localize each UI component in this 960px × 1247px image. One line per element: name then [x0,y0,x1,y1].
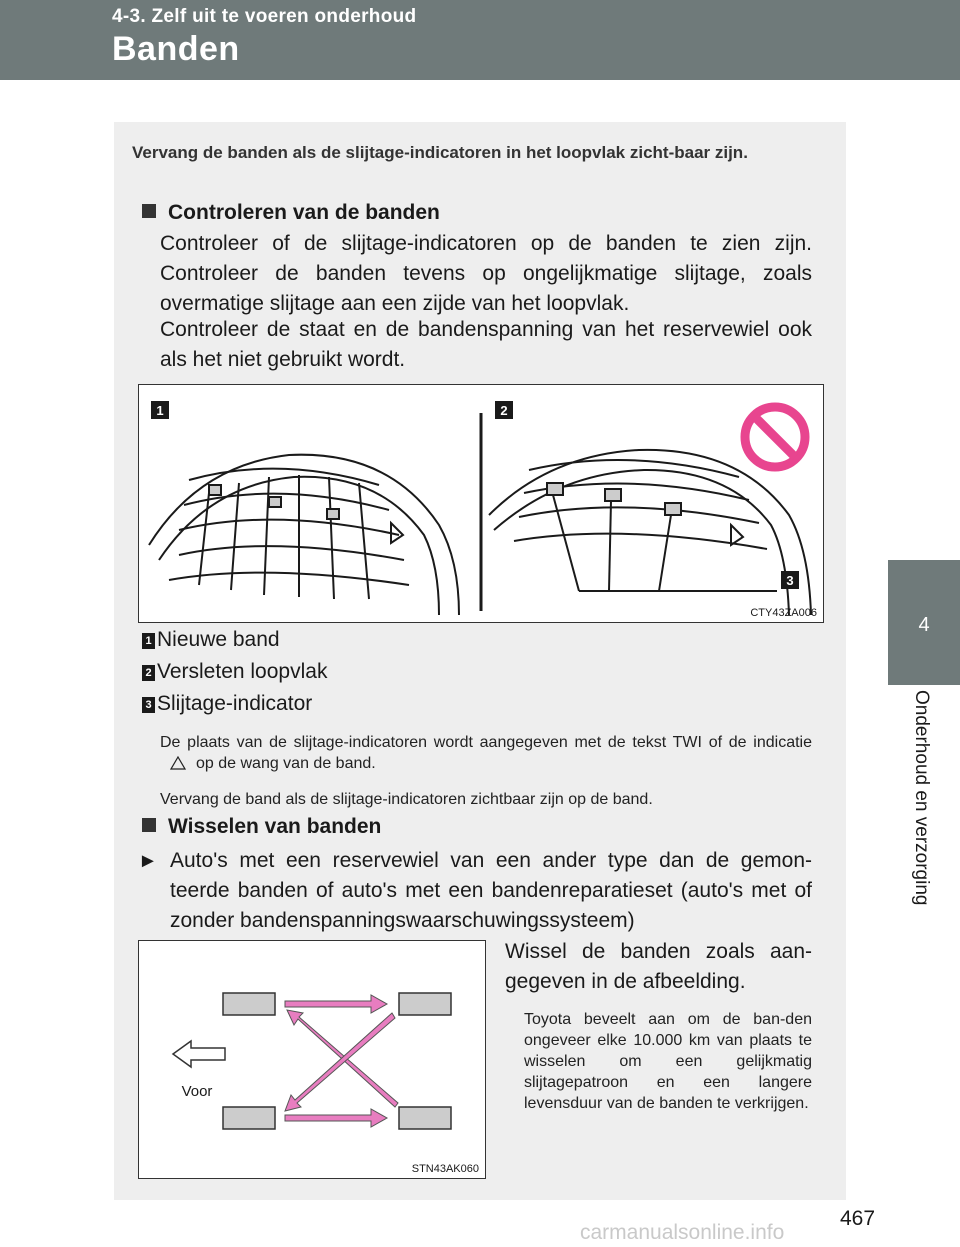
front-direction-arrow [173,1041,225,1067]
replace-note: Vervang de band als de slijtage-indicatoren zichtbaar zijn op de band. [160,791,653,808]
section-heading-rotate-text: Wisselen van banden [168,815,382,838]
tire-rotation-diagram [139,941,485,1178]
front-left-tire [223,993,275,1015]
page-title: Banden [112,30,240,68]
tire-wear-illustration [139,385,823,622]
chapter-label [908,690,938,930]
legend-label-3: Slijtage-indicator [157,692,313,715]
section-heading-rotate [142,815,381,839]
legend-item-1 [142,628,280,652]
rear-right-tire [399,1107,451,1129]
section-title: 4-3. Zelf uit te voeren onderhoud [112,6,417,27]
rear-left-tire [223,1107,275,1129]
new-tire-drawing [149,455,459,615]
chapter-number: 4 [918,614,930,636]
figure-code-1: CTY43ZA006 [750,607,817,619]
rotation-figure [138,940,486,1179]
figure-code-2: STN43AK060 [411,1163,479,1175]
chapter-label-text: Onderhoud en verzorging [911,690,932,906]
section-heading-check [142,201,440,225]
front-right-tire [399,993,451,1015]
legend-item-2 [142,660,327,684]
legend-item-3 [142,692,312,716]
intro-text: Vervang de banden als de slijtage-indicatoren in het loopvlak zicht-baar zijn. [132,143,748,162]
front-label: Voor [181,1083,213,1100]
tire-wear-figure [138,384,824,623]
check-paragraph-1: Controleer of de slijtage-indicatoren op de banden te zien zijn. Controleer de banden tevens op ongelijkmatige slijtage, zoals overmatige slijtage aan een zijde van het loopvlak. [160,232,812,315]
worn-tire-drawing [489,450,811,615]
section-heading-check-text: Controleren van de banden [168,201,440,224]
indicator-note-part-1: De plaats van de slijtage-indicatoren wordt aangegeven met de tekst TWI of de indicatie [160,734,812,751]
vehicle-condition-item [138,846,812,936]
legend-label-1: Nieuwe band [157,628,280,651]
figure-badge-1: 1 [156,403,164,418]
legend-badge-3: 3 [142,697,155,713]
legend-badge-2: 2 [142,665,155,681]
indicator-note-part-2: op de wang van de band. [196,755,376,772]
indicator-note [160,732,812,774]
rotation-instruction: Wissel de banden zoals aan-gegeven in de afbeelding. [505,940,812,993]
no-entry-icon [745,407,805,467]
triangle-marker-icon [170,756,186,770]
figure-badge-2: 2 [500,403,508,418]
rotation-advice: Toyota beveelt aan om de ban-den ongeveer elke 10.000 km van plaats te wisselen om een gelijkmatig slijtagepatroon en een langere levensduur van de banden te verkrijgen. [524,1011,812,1112]
vehicle-condition-text: Auto's met een reservewiel van een ander type dan de gemon-teerde banden of auto's met een bandenreparatieset (auto's met of zonder bandenspanningswaarschuwingssysteem) [170,849,812,932]
legend-badge-1: 1 [142,633,155,649]
check-paragraph-2: Controleer de staat en de bandenspanning van het reservewiel ook als het niet gebruikt wordt. [160,318,812,371]
square-bullet-icon [142,204,156,218]
square-bullet-icon [142,818,156,832]
figure-badge-3: 3 [786,573,794,588]
legend-label-2: Versleten loopvlak [157,660,328,683]
watermark: carmanualsonline.info [580,1221,785,1244]
rotation-arrows [285,995,398,1127]
triangle-bullet-icon: ► [138,850,158,872]
page-number: 467 [840,1207,876,1230]
